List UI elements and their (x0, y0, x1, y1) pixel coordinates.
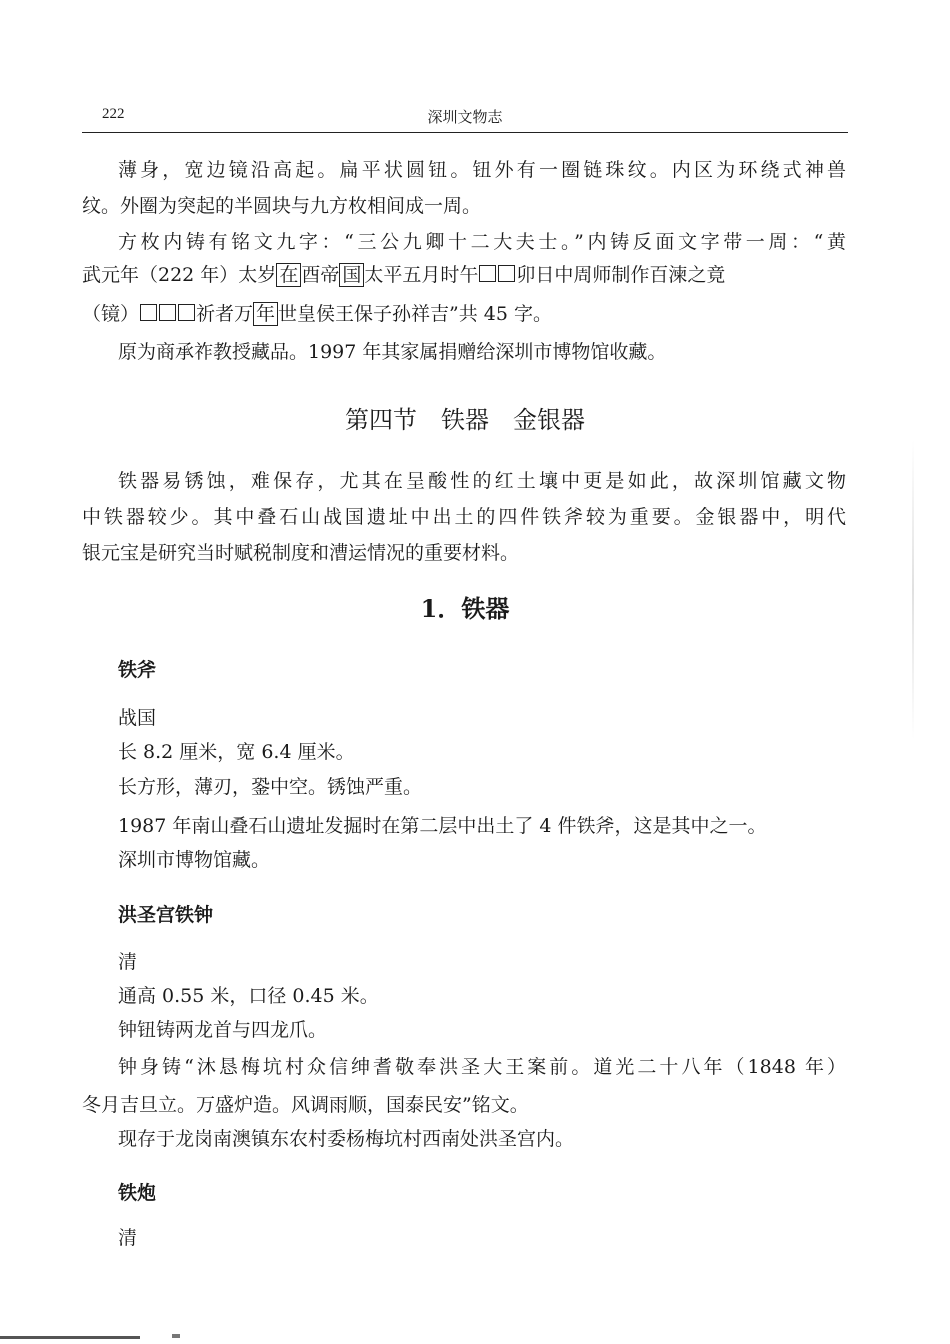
subsection-title: 1．铁器 (420, 594, 510, 623)
scan-edge-shadow (912, 440, 914, 740)
body-line-inscription (82, 263, 725, 287)
item-owner: 深圳市博物馆藏。 (118, 849, 271, 871)
boxed-char: 年 (253, 302, 278, 326)
item-era: 战国 (118, 707, 157, 729)
boxed-char: 在 (276, 263, 301, 287)
text-fragment: 世皇侯王保子孙祥吉”共 45 字。 (278, 303, 553, 325)
item-inscription: 钟身铸“沐恳梅坑村众信绅耆敬奉洪圣大王案前。道光二十八年（1848 年） (118, 1056, 846, 1078)
item-title: 铁炮 (118, 1182, 157, 1204)
section-title: 第四节 铁器 金银器 (345, 406, 585, 434)
body-line: 银元宝是研究当时赋税制度和漕运情况的重要材料。 (82, 542, 520, 564)
body-line: 原为商承祚教授藏品。1997 年其家属捐赠给深圳市博物馆收藏。 (118, 341, 667, 363)
text-fragment: 酉帝 (301, 264, 340, 286)
item-era: 清 (118, 951, 138, 973)
missing-char-square (178, 304, 195, 321)
missing-char-square (140, 304, 157, 321)
page-number: 222 (102, 106, 125, 122)
body-line-inscription (82, 302, 552, 326)
text-fragment: 卯日中周师制作百湅之竟 (516, 264, 726, 286)
scan-mark (0, 1336, 140, 1339)
text-fragment: 武元年（222 年）太岁 (82, 264, 277, 286)
body-line: 方枚内铸有铭文九字：“三公九卿十二大夫士。”内铸反面文字带一周：“黄 (118, 231, 846, 253)
item-title: 铁斧 (118, 659, 157, 681)
body-line: 铁器易锈蚀，难保存，尤其在呈酸性的红土壤中更是如此，故深圳馆藏文物 (118, 470, 846, 492)
item-era: 清 (118, 1227, 138, 1249)
book-title: 深圳文物志 (427, 108, 503, 126)
item-inscription: 冬月吉旦立。万盛炉造。风调雨顺，国泰民安”铭文。 (82, 1094, 529, 1116)
text-fragment: 祈者万 (196, 303, 254, 325)
item-desc: 钟钮铸两龙首与四龙爪。 (118, 1019, 328, 1041)
body-line: 纹。外圈为突起的半圆块与九方枚相间成一周。 (82, 195, 482, 217)
missing-char-square (479, 265, 496, 282)
item-size: 通高 0.55 米，口径 0.45 米。 (118, 985, 379, 1007)
body-line: 中铁器较少。其中叠石山战国遗址中出土的四件铁斧较为重要。金银器中，明代 (82, 506, 846, 528)
body-line: 薄身，宽边镜沿高起。扁平状圆钮。钮外有一圈链珠纹。内区为环绕式神兽 (118, 159, 846, 181)
text-fragment: 太平五月时午 (364, 264, 479, 286)
running-header (82, 100, 848, 133)
item-location: 现存于龙岗南澳镇东农村委杨梅坑村西南处洪圣宫内。 (118, 1128, 575, 1150)
item-size: 长 8.2 厘米，宽 6.4 厘米。 (118, 741, 355, 763)
missing-char-square (498, 265, 515, 282)
item-title: 洪圣宫铁钟 (118, 904, 214, 926)
boxed-char: 国 (339, 263, 364, 287)
item-desc: 长方形，薄刃，銎中空。锈蚀严重。 (118, 776, 423, 798)
text-fragment: （镜） (82, 303, 140, 325)
scan-mark (172, 1334, 180, 1338)
missing-char-square (159, 304, 176, 321)
item-find: 1987 年南山叠石山遗址发掘时在第二层中出土了 4 件铁斧，这是其中之一。 (118, 815, 767, 837)
